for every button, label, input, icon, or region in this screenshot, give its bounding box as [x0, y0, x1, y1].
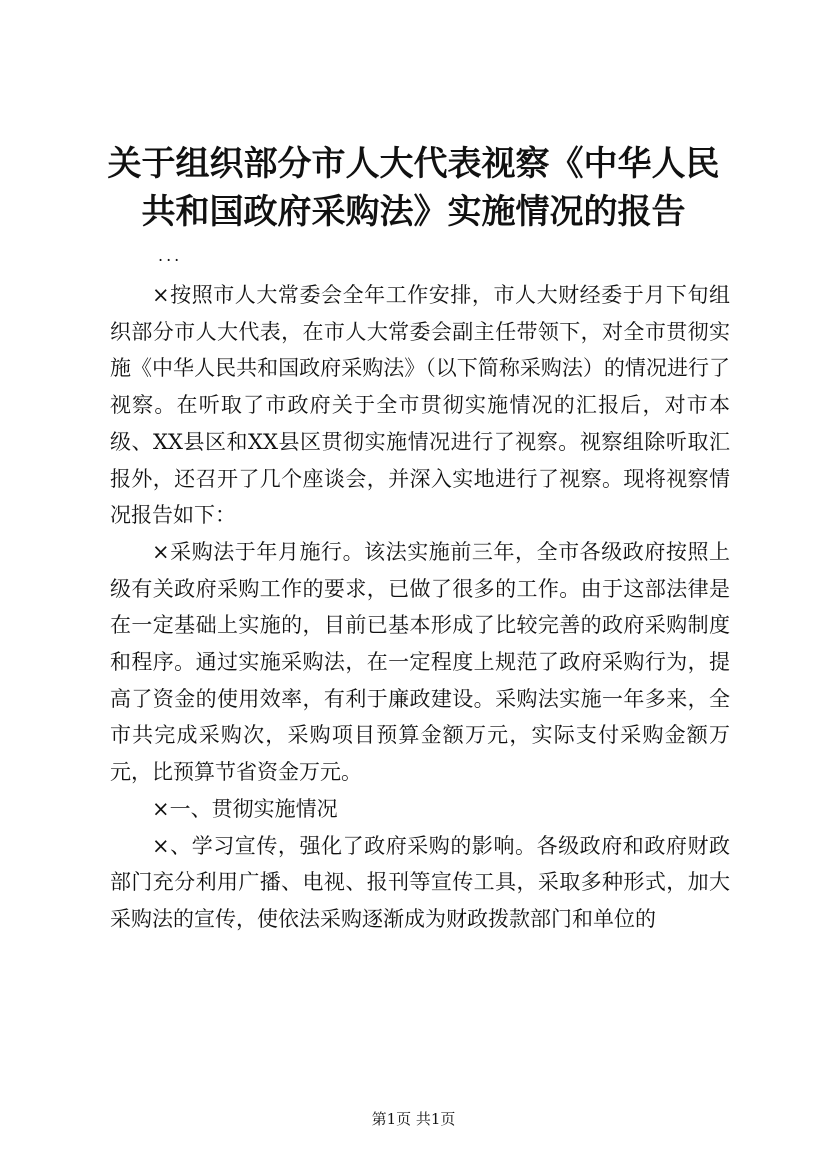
- page-footer: 第1页 共1页: [371, 1110, 456, 1128]
- paragraph-publicity: ×、学习宣传，强化了政府采购的影响。各级政府和政府财政部门充分利用广播、电视、报刊等宣传工具，采取多种形式，加大采购法的宣传，使依法采购逐渐成为财政拨款部门和单位的: [110, 833, 730, 931]
- document-title: 关于组织部分市人大代表视察《中华人民共和国政府采购法》实施情况的报告: [107, 144, 720, 232]
- document-body: [110, 277, 730, 938]
- section-heading-implementation: ×一、贯彻实施情况: [152, 796, 338, 821]
- paragraph-background: ×采购法于年月施行。该法实施前三年，全市各级政府按照上级有关政府采购工作的要求，已做了很多的工作。由于这部法律是在一定基础上实施的，目前已基本形成了比较完善的政府采购制度和程序。通过实施采购法，在一定程度上规范了政府采购行为，提高了资金的使用效率，有利于廉政建设。采购法实施一年多来，全市共完成采购次，采购项目预算金额万元，实际支付采购金额万元，比预算节省资金万元。: [110, 539, 730, 785]
- ellipsis-marker: ...: [158, 246, 183, 265]
- paragraph-intro: ×按照市人大常委会全年工作安排，市人大财经委于月下旬组织部分市人大代表，在市人大常委会副主任带领下，对全市贯彻实施《中华人民共和国政府采购法》（以下简称采购法）的情况进行了视察。在听取了市政府关于全市贯彻实施情况的汇报后，对市本级、XX县区和XX县区贯彻实施情况进行了视察。视察组除听取汇报外，还召开了几个座谈会，并深入实地进行了视察。现将视察情况报告如下：: [110, 283, 730, 528]
